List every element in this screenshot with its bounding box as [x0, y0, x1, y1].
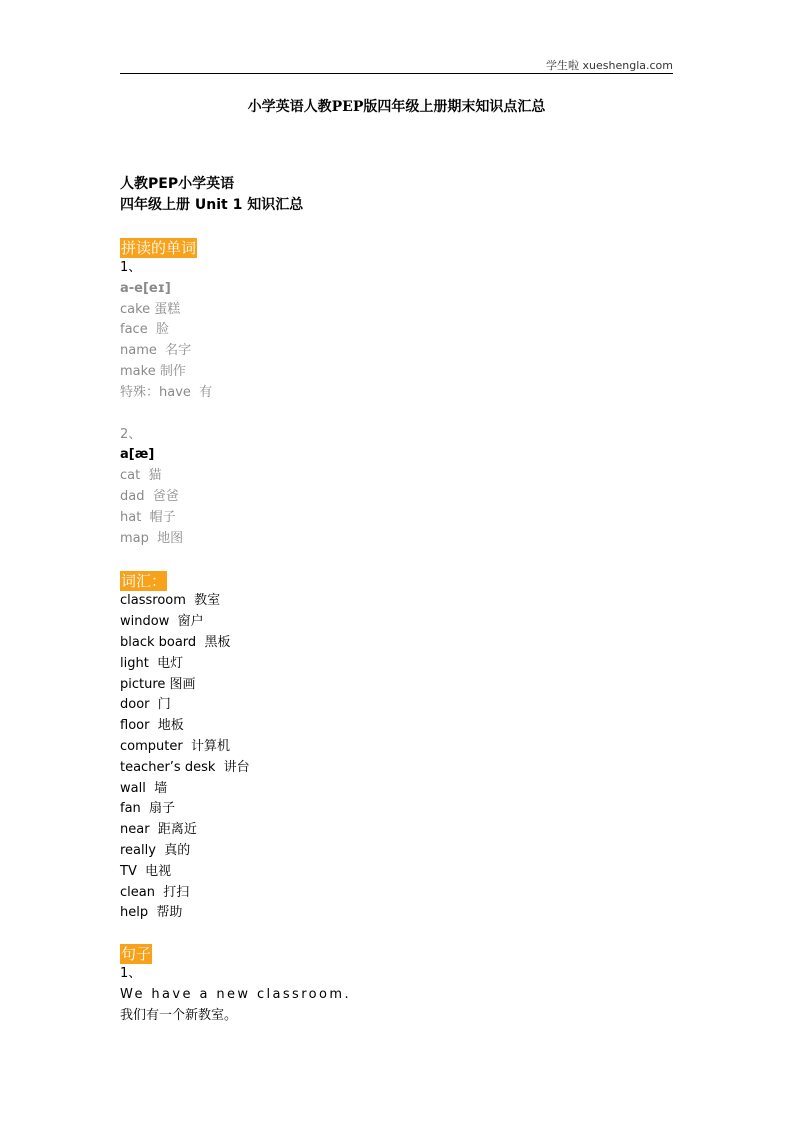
vocab-item: black board 黑板	[120, 634, 231, 650]
vocab-item: door 门	[120, 697, 171, 713]
document-body	[120, 174, 680, 1027]
phonics-heading: 拼读的单词	[121, 239, 197, 257]
phonics-word: face 脸	[120, 322, 169, 338]
vocab-item: computer 计算机	[120, 738, 230, 754]
vocab-item: really 真的	[120, 842, 191, 858]
vocab-item: picture 图画	[120, 676, 196, 692]
vocab-heading: 词汇：	[121, 572, 167, 591]
vocab-item: fan 扇子	[120, 801, 176, 817]
subtitle-line-1: 人教PEP小学英语	[120, 176, 235, 192]
phonics-word: cake 蛋糕	[120, 301, 181, 317]
vocab-item: window 窗户	[120, 614, 204, 630]
phonics-word: name 名字	[120, 343, 192, 359]
sentence-number: 1、	[120, 966, 142, 982]
phonics-word: cat 猫	[120, 468, 162, 484]
phonics-group-1-sound: a-e[eɪ]	[120, 280, 171, 296]
phonics-group-1-number: 1、	[120, 260, 142, 275]
phonics-word: map 地图	[120, 530, 184, 546]
phonics-word: 特殊：have 有	[120, 384, 213, 400]
vocab-item: TV 电视	[120, 863, 172, 879]
vocab-item: near 距离近	[120, 822, 197, 838]
sentence-english: We have a new classroom.	[120, 986, 351, 1002]
vocab-item: light 电灯	[120, 655, 184, 671]
phonics-word: hat 帽子	[120, 509, 176, 525]
phonics-group-2-sound: a[æ]	[120, 447, 155, 463]
header-divider	[120, 73, 673, 74]
document-title: 小学英语人教PEP版四年级上册期末知识点汇总	[247, 99, 546, 115]
phonics-group-2-number: 2、	[120, 426, 142, 442]
vocab-item: floor 地板	[120, 718, 184, 734]
vocab-item: help 帮助	[120, 905, 183, 921]
sentences-heading: 句子	[121, 945, 152, 964]
vocab-item: classroom 教室	[120, 593, 221, 609]
phonics-word: dad 爸爸	[120, 488, 179, 504]
vocab-item: wall 墙	[120, 780, 168, 796]
subtitle-line-2: 四年级上册 Unit 1 知识汇总	[120, 197, 304, 213]
vocab-item: clean 打扫	[120, 884, 190, 900]
phonics-word: make 制作	[120, 363, 186, 379]
sentence-chinese: 我们有一个新教室。	[120, 1007, 238, 1023]
header-site-name: 学生啦 xueshengla.com	[546, 59, 673, 72]
vocab-item: teacher’s desk 讲台	[120, 759, 250, 775]
